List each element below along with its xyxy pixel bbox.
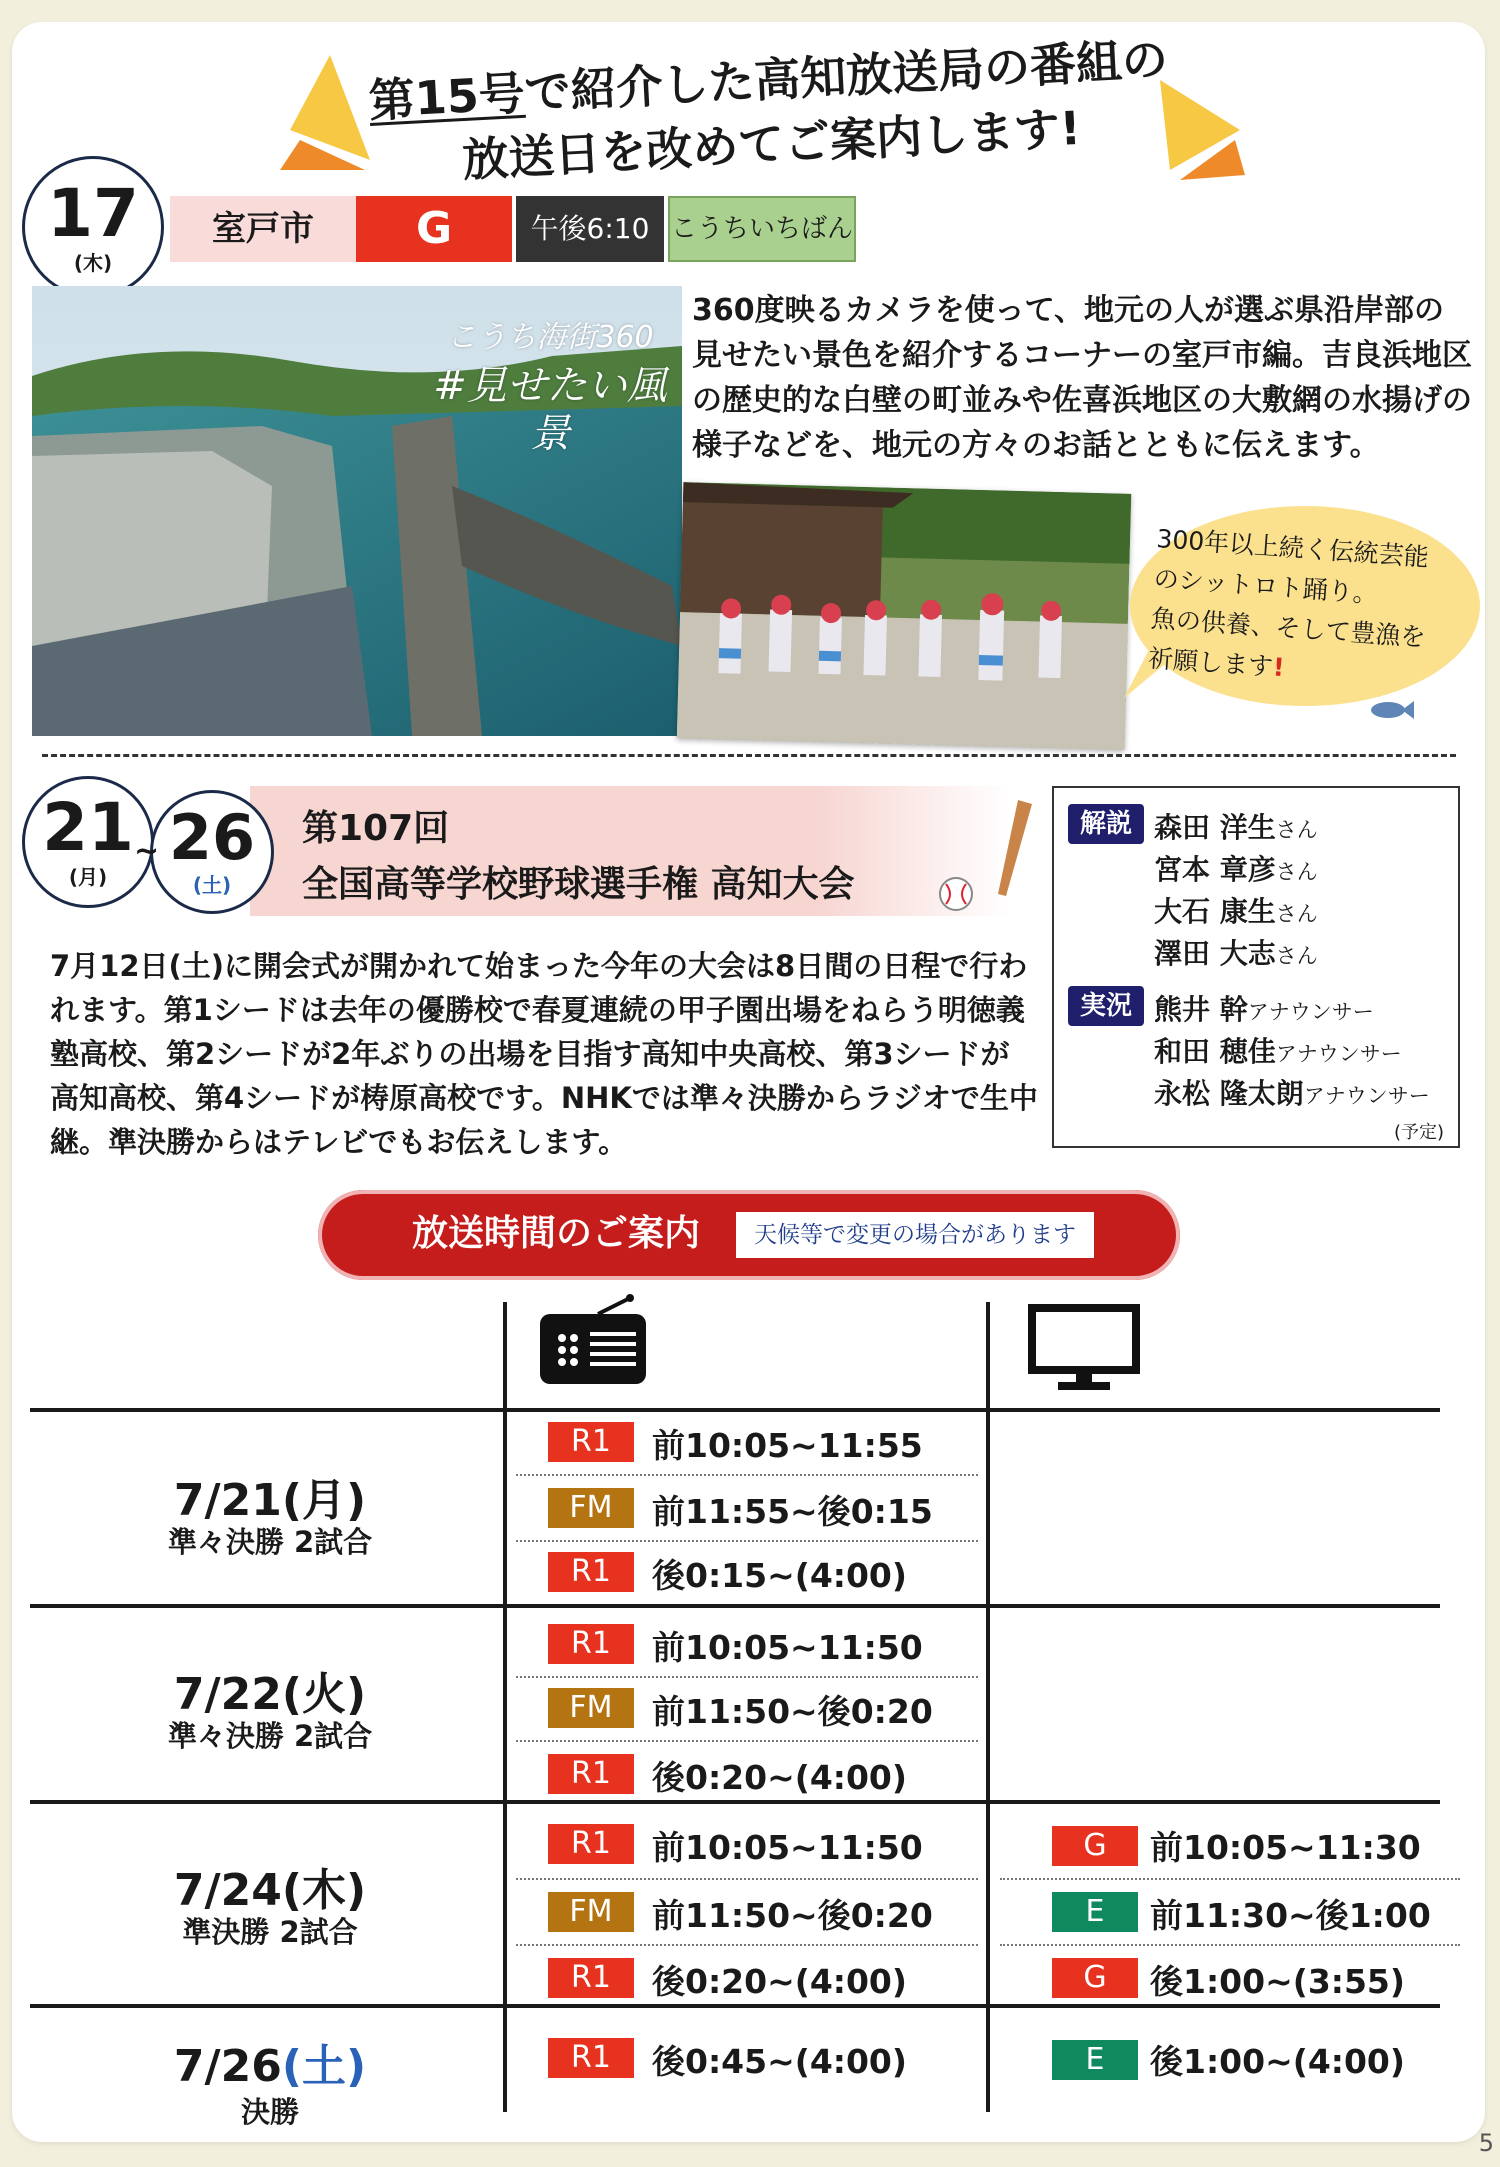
commentator-4-part: さん <box>1275 944 1318 968</box>
row2-date-part: 7/22 <box>173 1669 282 1720</box>
row3-dotted-1 <box>516 1878 978 1880</box>
announcer-3-part: 永松 隆太朗 <box>1154 1077 1304 1110</box>
row4-stage: 決勝 <box>240 2095 299 2129</box>
commentator-2 <box>1154 848 1318 888</box>
channel-badge-g: G <box>356 196 512 262</box>
row3-radio2-channel: FM <box>548 1892 634 1932</box>
commentator-4 <box>1154 932 1318 972</box>
row4-tv1-channel: E <box>1052 2040 1138 2080</box>
row3-date-part: 7/24 <box>173 1865 282 1916</box>
photo-caption-big: #見せたい風景 <box>433 363 667 457</box>
radio-icon <box>538 1294 648 1386</box>
commentator-1-part: 森田 洋生 <box>1154 811 1276 844</box>
row2-radio2-time: 前11:50~後0:20 <box>652 1692 933 1731</box>
baseball-bat-icon <box>932 796 1042 916</box>
heading-line1: で紹介した高知放送局の番組の <box>523 32 1170 120</box>
date-weekday: (木) <box>73 251 113 275</box>
program-name-badge: こうちいちばん <box>668 196 856 262</box>
planned-note: (予定) <box>1393 1122 1444 1143</box>
commentator-1 <box>1154 806 1318 846</box>
row-rule-3 <box>30 2004 1440 2008</box>
weather-change-note: 天候等で変更の場合があります <box>736 1212 1094 1258</box>
broadcast-title: 放送時間のご案内 <box>412 1213 701 1254</box>
announcer-1 <box>1154 988 1374 1028</box>
photo-caption-small: こうち海街360 <box>446 320 654 355</box>
festival-dance-photo <box>677 482 1132 750</box>
tv-icon <box>1028 1304 1140 1394</box>
bubble-line-3: 魚の供養、そして豊漁を <box>1150 603 1427 652</box>
row2-date-part: (火) <box>281 1669 367 1720</box>
row4-date-part: 7/26 <box>173 2041 282 2092</box>
program2-description: 7月12日(土)に開会式が開かれて始まった今年の大会は8日間の日程で行われます。第1シードは去年の優勝校で春夏連続の甲子園出場をねらう明徳義塾高校、第2シードが2年ぶりの出場を目指す高知中央高校、第3シードが高知高校、第4シードが梼原高校です。NHKでは準々決勝からラジオで生中継。準決勝からはテレビでもお伝えします。 <box>50 949 1038 1159</box>
start-weekday: (月) <box>68 865 108 889</box>
row2-dotted-1 <box>516 1676 978 1678</box>
commentator-2-part: 宮本 章彦 <box>1154 853 1276 886</box>
bubble-text <box>1147 519 1477 701</box>
commentator-4-part: 澤田 大志 <box>1154 937 1276 970</box>
row4-radio1-channel: R1 <box>548 2038 634 2078</box>
announcer-3-part: アナウンサー <box>1303 1084 1430 1108</box>
row2-radio1-channel: R1 <box>548 1624 634 1664</box>
end-weekday: (土) <box>192 873 232 897</box>
start-day: 21 <box>42 789 134 866</box>
place-label: 室戸市 <box>170 196 356 262</box>
tournament-edition: 第107回 <box>302 808 450 849</box>
row2-dotted-2 <box>516 1740 978 1742</box>
row3-tv1-time: 前10:05~11:30 <box>1150 1828 1421 1867</box>
row4-date-part: (土) <box>281 2041 367 2092</box>
commentator-3-part: 大石 康生 <box>1154 895 1276 928</box>
row3-dotted-2 <box>516 1944 978 1946</box>
announcer-2 <box>1154 1030 1402 1070</box>
row1-radio2-channel: FM <box>548 1488 634 1528</box>
row3-stage: 準決勝 2試合 <box>182 1915 358 1949</box>
airtime-badge: 午後6:10 <box>516 196 664 262</box>
table-divider-tv <box>986 1302 990 2112</box>
commentator-3-part: さん <box>1275 902 1318 926</box>
date-range-tilde: ~ <box>134 834 160 869</box>
announcer-1-part: 熊井 幹 <box>1154 993 1248 1026</box>
section-divider <box>42 754 1456 757</box>
row1-radio3-channel: R1 <box>548 1552 634 1592</box>
row3-tv-dotted-2 <box>1000 1944 1460 1946</box>
row1-radio1-time: 前10:05~11:55 <box>652 1426 923 1465</box>
bubble-line-2: のシットロト踊り。 <box>1152 563 1379 609</box>
page-number: 5 <box>1478 2129 1494 2157</box>
announcer-2-part: 和田 穂佳 <box>1154 1035 1276 1068</box>
row3-tv3-time: 後1:00~(3:55) <box>1150 1962 1405 2001</box>
row2-radio3-channel: R1 <box>548 1754 634 1794</box>
row3-date-part: (木) <box>281 1865 367 1916</box>
commentator-3 <box>1154 890 1318 930</box>
row3-radio1-time: 前10:05~11:50 <box>652 1828 923 1867</box>
program1-description: 360度映るカメラを使って、地元の人が選ぶ県沿岸部の見せたい景色を紹介するコーナーの室戸市編。吉良浜地区の歴史的な白壁の町並みや佐喜浜地区の大敷網の水揚げの様子などを、地元の方々のお話とともに伝えます。 <box>692 293 1472 463</box>
commentator-2-part: さん <box>1275 860 1318 884</box>
commentator-1-part: さん <box>1275 818 1318 842</box>
row3-tv1-channel: G <box>1052 1826 1138 1866</box>
row1-dotted-2 <box>516 1540 978 1542</box>
date-circle-end <box>150 790 274 914</box>
row1-radio1-channel: R1 <box>548 1422 634 1462</box>
issue-number: 第15号 <box>367 65 527 128</box>
row1-stage: 準々決勝 2試合 <box>167 1525 373 1559</box>
tournament-title: 全国高等学校野球選手権 高知大会 <box>302 864 855 905</box>
row3-radio2-time: 前11:50~後0:20 <box>652 1896 933 1935</box>
fish-icon <box>1368 696 1416 724</box>
row2-radio1-time: 前10:05~11:50 <box>652 1628 923 1667</box>
row4-date <box>40 2030 500 2094</box>
row3-date <box>40 1854 500 1918</box>
row3-tv2-time: 前11:30~後1:00 <box>1150 1896 1431 1935</box>
row3-radio1-channel: R1 <box>548 1824 634 1864</box>
row2-radio3-time: 後0:20~(4:00) <box>652 1758 907 1797</box>
bubble-exclamation: ! <box>1271 652 1286 683</box>
row4-radio1-time: 後0:45~(4:00) <box>652 2042 907 2081</box>
date-day: 17 <box>47 175 139 252</box>
announcer-3 <box>1154 1072 1430 1112</box>
row3-tv-dotted-1 <box>1000 1878 1460 1880</box>
end-day: 26 <box>168 801 256 874</box>
commentary-tag: 解説 <box>1068 804 1144 844</box>
playbyplay-tag: 実況 <box>1068 986 1144 1026</box>
date-circle-17 <box>22 156 164 298</box>
announcer-2-part: アナウンサー <box>1275 1042 1402 1066</box>
row3-radio3-channel: R1 <box>548 1958 634 1998</box>
row2-stage: 準々決勝 2試合 <box>167 1719 373 1753</box>
row3-tv2-channel: E <box>1052 1892 1138 1932</box>
table-header-rule <box>30 1408 1440 1412</box>
row1-date-part: 7/21 <box>173 1475 282 1526</box>
row2-radio2-channel: FM <box>548 1688 634 1728</box>
row1-radio2-time: 前11:55~後0:15 <box>652 1492 933 1531</box>
row3-radio3-time: 後0:20~(4:00) <box>652 1962 907 2001</box>
row2-date <box>40 1658 500 1722</box>
row-rule-2 <box>30 1800 1440 1804</box>
announcer-1-part: アナウンサー <box>1247 1000 1374 1024</box>
bubble-line-1: 300年以上続く伝統芸能 <box>1155 524 1430 572</box>
heading-line2: 放送日を改めてご案内します! <box>461 100 1083 188</box>
row3-tv3-channel: G <box>1052 1958 1138 1998</box>
row-rule-1 <box>30 1604 1440 1608</box>
bubble-line-4: 祈願します <box>1147 643 1274 682</box>
table-divider-radio <box>503 1302 507 2112</box>
row1-date-part: (月) <box>281 1475 367 1526</box>
coastline-photo <box>32 286 682 736</box>
row4-tv1-time: 後1:00~(4:00) <box>1150 2042 1405 2081</box>
row1-dotted-1 <box>516 1474 978 1476</box>
cast-box <box>1052 786 1460 1148</box>
row1-radio3-time: 後0:15~(4:00) <box>652 1556 907 1595</box>
row1-date <box>40 1464 500 1528</box>
